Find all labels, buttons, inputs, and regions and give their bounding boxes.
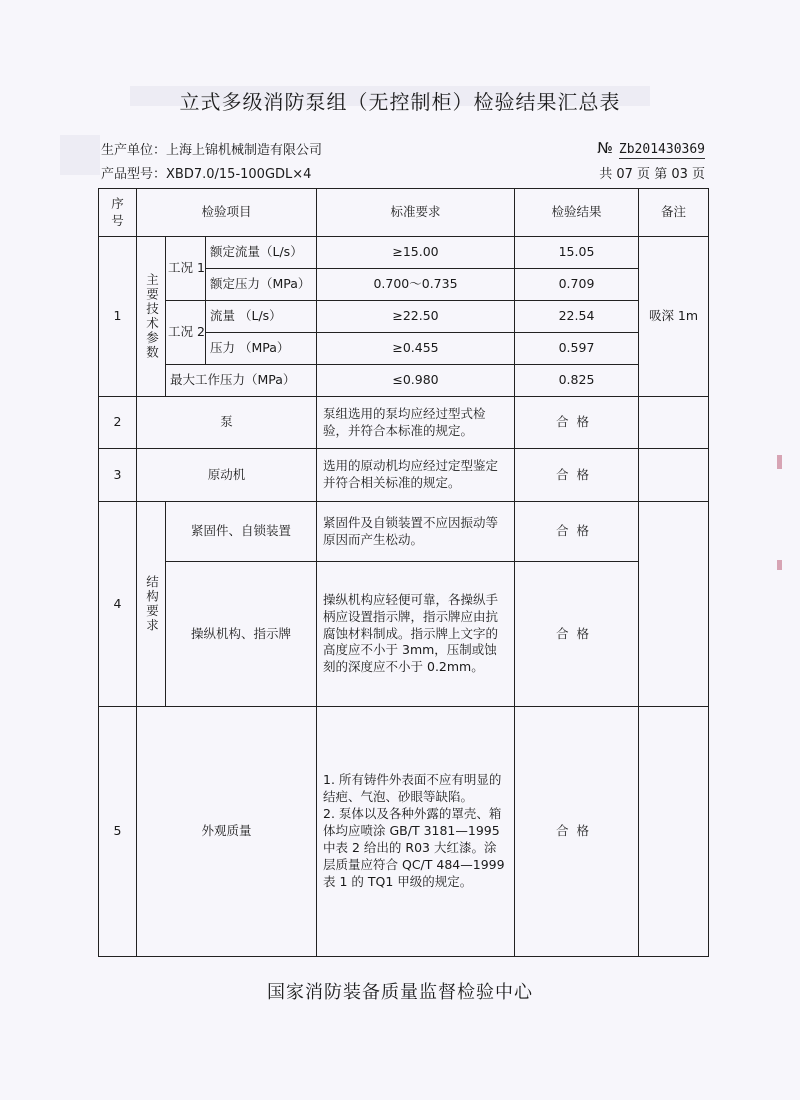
row5-item: 外观质量 bbox=[137, 707, 317, 957]
row4b-item: 操纵机构、指示牌 bbox=[166, 562, 317, 707]
row5-standard-point-2: 2. 泵体以及各种外露的罩壳、箱体均应喷涂 GB/T 3181—1995 中表 2 给出的 R03 大红漆。涂层质量应符合 QC/T 484—1999 表 1 的 TQ1 甲级的规定。 bbox=[323, 806, 505, 889]
row1-condition-2: 工况 2 bbox=[166, 301, 206, 365]
row4-group: 结构要求 bbox=[137, 502, 166, 707]
header-seq: 序号 bbox=[99, 189, 137, 237]
report-number: Zb201430369 bbox=[618, 142, 705, 157]
red-edge-mark bbox=[777, 560, 782, 570]
table-row bbox=[99, 502, 709, 562]
page-info: 共 07 页 第 03 页 bbox=[599, 167, 705, 182]
row5-seq: 5 bbox=[99, 707, 137, 957]
row5-remark bbox=[639, 707, 709, 957]
param-name: 流量 （L/s） bbox=[206, 301, 317, 333]
param-name: 额定流量（L/s） bbox=[206, 237, 317, 269]
table-row bbox=[99, 237, 709, 269]
manufacturer-label: 生产单位： bbox=[101, 143, 167, 158]
row2-item: 泵 bbox=[137, 397, 317, 449]
table-row bbox=[99, 365, 709, 397]
row2-seq: 2 bbox=[99, 397, 137, 449]
table-row bbox=[99, 562, 709, 707]
table-header-row bbox=[99, 189, 709, 237]
row4-seq: 4 bbox=[99, 502, 137, 707]
row1-seq: 1 bbox=[99, 237, 137, 397]
table-row bbox=[99, 397, 709, 449]
manufacturer-value: 上海上锦机械制造有限公司 bbox=[166, 143, 323, 158]
header-result: 检验结果 bbox=[515, 189, 639, 237]
model-value: XBD7.0/15-100GDL×4 bbox=[166, 167, 312, 182]
param-standard: ≥0.455 bbox=[317, 333, 515, 365]
row5-standard bbox=[317, 707, 515, 957]
param-name: 额定压力（MPa） bbox=[206, 269, 317, 301]
issuing-organization: 国家消防装备质量监督检验中心 bbox=[267, 982, 533, 1003]
param-standard: 0.700～0.735 bbox=[317, 269, 515, 301]
header-standard: 标准要求 bbox=[317, 189, 515, 237]
page-title: 立式多级消防泵组（无控制柜）检验结果汇总表 bbox=[179, 90, 621, 114]
manufacturer-line bbox=[101, 139, 322, 158]
param-standard: ≤0.980 bbox=[317, 365, 515, 397]
param-result: 0.709 bbox=[515, 269, 639, 301]
row3-result: 合格 bbox=[515, 449, 639, 502]
red-edge-mark bbox=[777, 455, 782, 469]
param-result: 0.597 bbox=[515, 333, 639, 365]
bleed-through-mark bbox=[60, 135, 100, 175]
header-remark: 备注 bbox=[639, 189, 709, 237]
param-name: 压力 （MPa） bbox=[206, 333, 317, 365]
report-number-symbol: № bbox=[597, 139, 613, 157]
param-name: 最大工作压力（MPa） bbox=[166, 365, 317, 397]
param-standard: ≥15.00 bbox=[317, 237, 515, 269]
row4a-standard: 紧固件及自锁装置不应因振动等原因而产生松动。 bbox=[317, 502, 515, 562]
row2-remark bbox=[639, 397, 709, 449]
row4a-item: 紧固件、自锁装置 bbox=[166, 502, 317, 562]
row1-remark: 吸深 1m bbox=[639, 237, 709, 397]
row4b-standard: 操纵机构应轻便可靠，各操纵手柄应设置指示牌，指示牌应由抗腐蚀材料制成。指示牌上文字的高度应不小于 3mm，压制或蚀刻的深度应不小于 0.2mm。 bbox=[317, 562, 515, 707]
row3-standard: 选用的原动机均应经过定型鉴定并符合相关标准的规定。 bbox=[317, 449, 515, 502]
model-label: 产品型号： bbox=[101, 167, 167, 182]
param-result: 15.05 bbox=[515, 237, 639, 269]
model-line bbox=[101, 163, 311, 182]
row1-group: 主要技术参数 bbox=[137, 237, 166, 397]
row4-remark bbox=[639, 502, 709, 707]
row5-result: 合格 bbox=[515, 707, 639, 957]
row1-condition-1: 工况 1 bbox=[166, 237, 206, 301]
row2-result: 合格 bbox=[515, 397, 639, 449]
report-number-line bbox=[597, 139, 705, 157]
row3-seq: 3 bbox=[99, 449, 137, 502]
param-result: 22.54 bbox=[515, 301, 639, 333]
table-row bbox=[99, 707, 709, 957]
row4b-result: 合格 bbox=[515, 562, 639, 707]
row3-remark bbox=[639, 449, 709, 502]
table-row bbox=[99, 301, 709, 333]
param-standard: ≥22.50 bbox=[317, 301, 515, 333]
row4a-result: 合格 bbox=[515, 502, 639, 562]
row3-item: 原动机 bbox=[137, 449, 317, 502]
row5-standard-point-1: 1. 所有铸件外表面不应有明显的结疤、气泡、砂眼等缺陷。 bbox=[323, 772, 502, 805]
inspection-table bbox=[98, 188, 709, 957]
row2-standard: 泵组选用的泵均应经过型式检验，并符合本标准的规定。 bbox=[317, 397, 515, 449]
header-item: 检验项目 bbox=[137, 189, 317, 237]
table-row bbox=[99, 449, 709, 502]
param-result: 0.825 bbox=[515, 365, 639, 397]
